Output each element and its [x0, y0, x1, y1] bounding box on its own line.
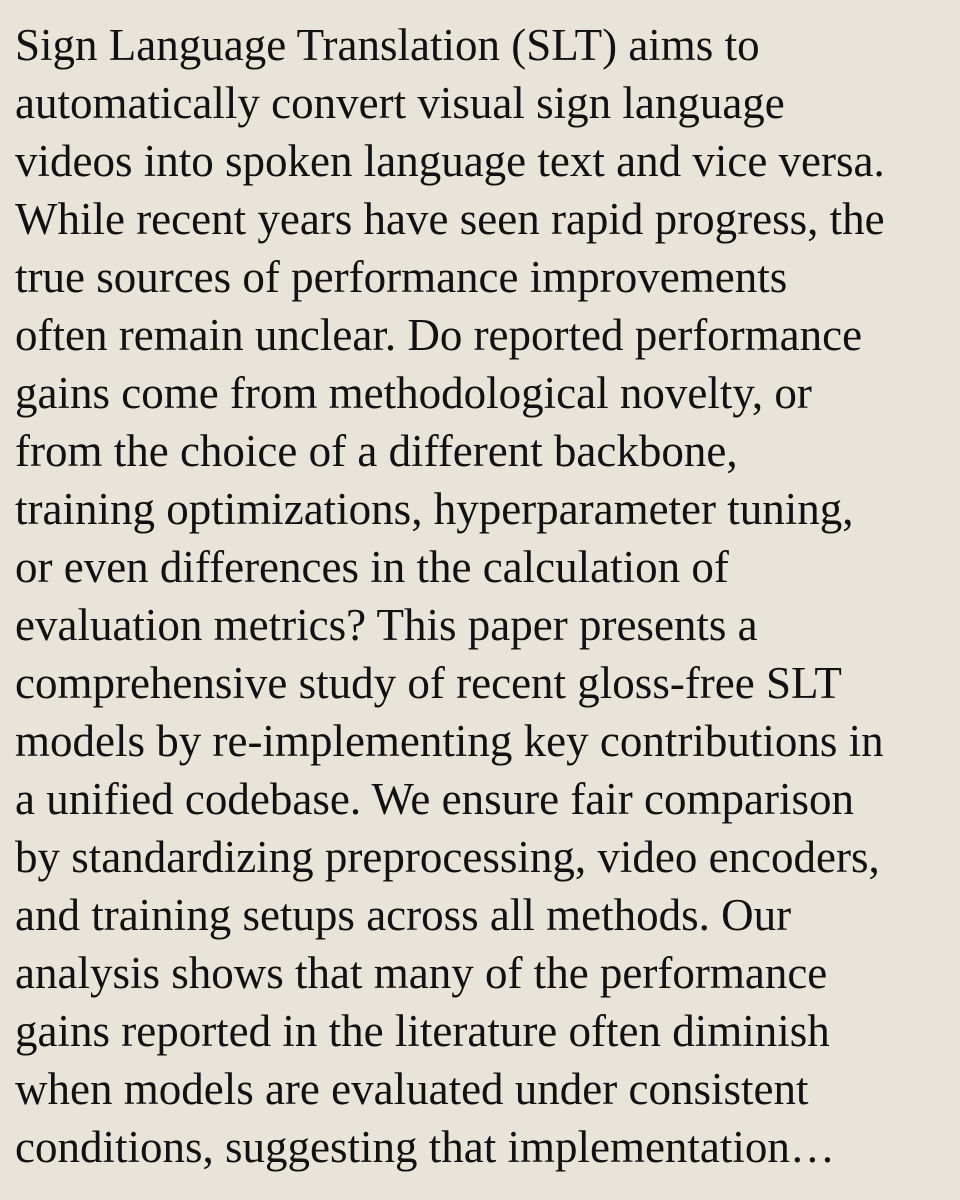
- abstract-line: comprehensive study of recent gloss-free SLT: [15, 658, 842, 708]
- abstract-line: and training setups across all methods. Our: [15, 890, 792, 940]
- abstract-line: true sources of performance improvements: [15, 252, 788, 302]
- abstract-line: videos into spoken language text and vice versa.: [15, 136, 885, 186]
- abstract-line: conditions, suggesting that implementation…: [15, 1122, 835, 1172]
- abstract-line: models by re-implementing key contributions in: [15, 716, 884, 766]
- abstract-line: training optimizations, hyperparameter tuning,: [15, 484, 854, 534]
- abstract-line: gains reported in the literature often diminish: [15, 1006, 830, 1056]
- abstract-line: gains come from methodological novelty, or: [15, 368, 812, 418]
- abstract-line: often remain unclear. Do reported performance: [15, 310, 863, 360]
- abstract-line: analysis shows that many of the performance: [15, 948, 828, 998]
- abstract-line: automatically convert visual sign language: [15, 78, 785, 128]
- abstract-line: evaluation metrics? This paper presents a: [15, 600, 758, 650]
- abstract-line: a unified codebase. We ensure fair comparison: [15, 774, 854, 824]
- abstract-line: by standardizing preprocessing, video encoders,: [15, 832, 880, 882]
- abstract-line: While recent years have seen rapid progress, the: [15, 194, 885, 244]
- abstract-text-block: [15, 16, 950, 1176]
- abstract-line: Sign Language Translation (SLT) aims to: [15, 20, 760, 70]
- abstract-line: or even differences in the calculation of: [15, 542, 729, 592]
- abstract-line: from the choice of a different backbone,: [15, 426, 738, 476]
- abstract-line: when models are evaluated under consistent: [15, 1064, 809, 1114]
